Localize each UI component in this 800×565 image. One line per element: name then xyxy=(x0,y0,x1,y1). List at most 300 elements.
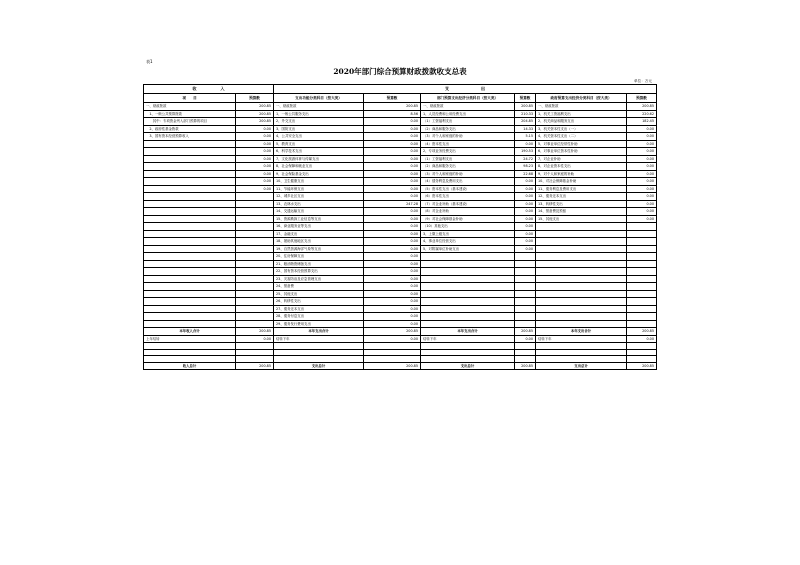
func-amount: 0.00 xyxy=(364,193,421,201)
func-amount: 0.00 xyxy=(364,245,421,253)
gov-econ-amount: 0.00 xyxy=(627,140,657,148)
gov-econ-item: 8、对企业资本性支出 xyxy=(536,163,627,171)
func-amount: 8.56 xyxy=(364,110,421,118)
income-item: 3、国有资本经营预算收入 xyxy=(144,133,236,141)
gov-econ-amount xyxy=(627,238,657,246)
income-item: 一、财政拨款 xyxy=(144,103,236,111)
func-item: 20、住房保障支出 xyxy=(274,253,364,261)
dept-econ-item xyxy=(421,313,515,321)
carryover-in-value: 0.00 xyxy=(236,335,274,343)
func-amount: 0.00 xyxy=(364,290,421,298)
func-amount: 0.00 xyxy=(364,320,421,328)
table-row xyxy=(144,148,657,156)
income-total-label: 本年收入合计 xyxy=(144,328,236,336)
func-item: 21、粮油物资储备支出 xyxy=(274,260,364,268)
func-item: 3、国防支出 xyxy=(274,125,364,133)
func-item: 一、财政拨款 xyxy=(274,103,364,111)
gov-econ-item: 9、对个人和家庭的补助 xyxy=(536,170,627,178)
income-amount xyxy=(236,260,274,268)
header-row-1 xyxy=(144,85,657,94)
gov-econ-item: 5、对事业单位经常性补助 xyxy=(536,140,627,148)
income-item xyxy=(144,238,236,246)
income-amount: 0.00 xyxy=(236,140,274,148)
dept-econ-item xyxy=(421,290,515,298)
dept-econ-amount: 0.00 xyxy=(515,185,536,193)
gov-econ-amount: 0.00 xyxy=(627,155,657,163)
gov-econ-item: 12、债务还本支出 xyxy=(536,193,627,201)
dept-econ-header: 部门预算支出经济分类科目（按大类） xyxy=(421,94,515,103)
dept-econ-item: 一、财政拨款 xyxy=(421,103,515,111)
dept-econ-item: （10）其他支出 xyxy=(421,223,515,231)
dept-econ-amount: 0.00 xyxy=(515,230,536,238)
func-amount: 0.00 xyxy=(364,140,421,148)
func-item: 13、农林水支出 xyxy=(274,200,364,208)
income-item xyxy=(144,178,236,186)
income-amount xyxy=(236,305,274,313)
dept-econ-amount: 210.33 xyxy=(515,110,536,118)
income-item xyxy=(144,215,236,223)
page-title: 2020年部门综合预算财政拨款收支总表 xyxy=(333,67,467,76)
dept-econ-item: （8）对企业补助 xyxy=(421,208,515,216)
income-item xyxy=(144,290,236,298)
func-item: 5、教育支出 xyxy=(274,140,364,148)
dept-econ-amount: 0.00 xyxy=(515,208,536,216)
grand-income-value: 200.85 xyxy=(236,362,274,370)
gov-econ-item xyxy=(536,260,627,268)
income-item xyxy=(144,320,236,328)
gov-econ-amount xyxy=(627,298,657,306)
item-header: 项 目 xyxy=(144,94,236,103)
func-item: 10、卫生健康支出 xyxy=(274,178,364,186)
func-amount: 0.00 xyxy=(364,118,421,126)
gov-econ-amount: 0.00 xyxy=(627,215,657,223)
dept-econ-amount: 22.68 xyxy=(515,170,536,178)
gov-econ-amount: 0.00 xyxy=(627,170,657,178)
func-amount: 0.00 xyxy=(364,148,421,156)
func-item: 25、其他支出 xyxy=(274,290,364,298)
grand-expense-label: 支出总计 xyxy=(421,362,515,370)
dept-econ-item: （1）工资福利支出 xyxy=(421,155,515,163)
carryover-out-value: 0.00 xyxy=(515,335,536,343)
gov-econ-item xyxy=(536,320,627,328)
dept-econ-amount: 98.23 xyxy=(515,163,536,171)
dept-econ-amount: 14.33 xyxy=(515,125,536,133)
annual-total-row xyxy=(144,328,657,336)
carryover-out-label: 结转下年 xyxy=(274,335,364,343)
income-amount: 0.00 xyxy=(236,155,274,163)
table-row xyxy=(144,320,657,328)
grand-expense-value: 200.85 xyxy=(627,362,657,370)
gov-econ-item: 一、财政拨款 xyxy=(536,103,627,111)
income-amount xyxy=(236,238,274,246)
func-amount: 0.00 xyxy=(364,215,421,223)
income-total-value: 200.85 xyxy=(236,328,274,336)
dept-econ-item: （3）对个人和家庭的补助 xyxy=(421,133,515,141)
table-row xyxy=(144,268,657,276)
gov-econ-amount: 0.00 xyxy=(627,185,657,193)
carryover-out-value: 0.00 xyxy=(627,335,657,343)
func-item: 27、债务还本支出 xyxy=(274,305,364,313)
dept-econ-amount: 190.53 xyxy=(515,148,536,156)
func-amount: 0.00 xyxy=(364,185,421,193)
dept-econ-item: （9）对社会保障基金补助 xyxy=(421,215,515,223)
dept-econ-amount xyxy=(515,290,536,298)
expense-total-value: 200.85 xyxy=(627,328,657,336)
dept-econ-item: 5、对附属单位补助支出 xyxy=(421,245,515,253)
income-amount xyxy=(236,290,274,298)
gov-econ-item: 3、机关资本性支出（一） xyxy=(536,125,627,133)
gov-econ-amount: 200.85 xyxy=(627,103,657,111)
income-amount: 0.00 xyxy=(236,185,274,193)
dept-econ-amount: 0.00 xyxy=(515,238,536,246)
income-amount xyxy=(236,223,274,231)
income-amount: 0.00 xyxy=(236,163,274,171)
dept-econ-item: 1、人员经费和公用经费支出 xyxy=(421,110,515,118)
gov-econ-item: 15、其他支出 xyxy=(536,215,627,223)
dept-econ-amount xyxy=(515,260,536,268)
header-row-2 xyxy=(144,94,657,103)
budget-header: 预算数 xyxy=(627,94,657,103)
dept-econ-amount xyxy=(515,253,536,261)
func-item: 7、文化旅游体育与传媒支出 xyxy=(274,155,364,163)
func-item: 29、债务发行费用支出 xyxy=(274,320,364,328)
func-item: 16、商业服务业等支出 xyxy=(274,223,364,231)
func-item: 24、预备费 xyxy=(274,283,364,291)
dept-econ-item: （4）资本性支出 xyxy=(421,140,515,148)
income-amount: 0.00 xyxy=(236,178,274,186)
dept-econ-item: （2）商品和服务支出 xyxy=(421,163,515,171)
dept-econ-item xyxy=(421,253,515,261)
func-amount: 0.00 xyxy=(364,230,421,238)
table-row xyxy=(144,283,657,291)
func-item: 14、交通运输支出 xyxy=(274,208,364,216)
func-amount: 0.00 xyxy=(364,238,421,246)
income-item xyxy=(144,275,236,283)
income-amount xyxy=(236,193,274,201)
grand-expense-value: 200.85 xyxy=(364,362,421,370)
dept-econ-amount: 204.85 xyxy=(515,118,536,126)
income-item xyxy=(144,200,236,208)
dept-econ-amount xyxy=(515,313,536,321)
gov-econ-item xyxy=(536,253,627,261)
table-row xyxy=(144,103,657,111)
table-row xyxy=(144,185,657,193)
income-amount xyxy=(236,245,274,253)
func-amount: 0.00 xyxy=(364,283,421,291)
gov-econ-item xyxy=(536,238,627,246)
func-amount: 0.00 xyxy=(364,253,421,261)
dept-econ-amount: 0.00 xyxy=(515,223,536,231)
gov-econ-amount xyxy=(627,313,657,321)
gov-econ-amount xyxy=(627,290,657,298)
gov-econ-amount xyxy=(627,260,657,268)
expense-total-label: 本年支出合计 xyxy=(421,328,515,336)
dept-econ-amount xyxy=(515,320,536,328)
dept-econ-item xyxy=(421,260,515,268)
func-item: 17、金融支出 xyxy=(274,230,364,238)
dept-econ-amount xyxy=(515,268,536,276)
grand-income-label: 收入总计 xyxy=(144,362,236,370)
income-item xyxy=(144,148,236,156)
dept-econ-item: 2、专项业务经费支出 xyxy=(421,148,515,156)
grand-expense-value: 200.85 xyxy=(515,362,536,370)
gov-econ-amount xyxy=(627,275,657,283)
gov-econ-item: 1、机关工资福利支出 xyxy=(536,110,627,118)
func-amount: 200.85 xyxy=(364,103,421,111)
income-amount: 0.00 xyxy=(236,133,274,141)
dept-econ-amount xyxy=(515,298,536,306)
gov-econ-amount: 220.62 xyxy=(627,110,657,118)
table-row xyxy=(144,163,657,171)
income-amount: 200.85 xyxy=(236,110,274,118)
func-item: 2、外交支出 xyxy=(274,118,364,126)
gov-econ-amount xyxy=(627,245,657,253)
income-amount xyxy=(236,208,274,216)
income-item: 其中：专项资金列入部门预算的项目 xyxy=(144,118,236,126)
gov-econ-amount: 0.00 xyxy=(627,125,657,133)
func-item: 6、科学技术支出 xyxy=(274,148,364,156)
func-amount: 0.00 xyxy=(364,163,421,171)
income-amount xyxy=(236,283,274,291)
gov-econ-amount: 0.00 xyxy=(627,163,657,171)
carryover-in-label: 上年结转 xyxy=(144,335,236,343)
gov-econ-item xyxy=(536,283,627,291)
dept-econ-item xyxy=(421,305,515,313)
gov-econ-amount xyxy=(627,283,657,291)
table-row xyxy=(144,313,657,321)
dept-econ-item xyxy=(421,320,515,328)
func-amount: 0.00 xyxy=(364,170,421,178)
table-row xyxy=(144,200,657,208)
expense-total-label: 本年支出合计 xyxy=(536,328,627,336)
table-row xyxy=(144,140,657,148)
table-row xyxy=(144,253,657,261)
grand-expense-label: 支出总计 xyxy=(536,362,627,370)
dept-econ-item xyxy=(421,268,515,276)
gov-econ-item xyxy=(536,305,627,313)
func-amount: 0.00 xyxy=(364,223,421,231)
income-item xyxy=(144,283,236,291)
gov-econ-item: 13、转移性支出 xyxy=(536,200,627,208)
func-item: 12、城乡社区支出 xyxy=(274,193,364,201)
dept-econ-item: 3、上缴上级支出 xyxy=(421,230,515,238)
carryover-out-value: 0.00 xyxy=(364,335,421,343)
dept-econ-item xyxy=(421,283,515,291)
income-item xyxy=(144,245,236,253)
income-item xyxy=(144,230,236,238)
table-row xyxy=(144,125,657,133)
gov-econ-item: 2、机关商品和服务支出 xyxy=(536,118,627,126)
income-amount: 0.00 xyxy=(236,148,274,156)
income-amount xyxy=(236,230,274,238)
dept-econ-amount xyxy=(515,305,536,313)
func-amount: 0.00 xyxy=(364,178,421,186)
income-amount: 0.00 xyxy=(236,170,274,178)
func-amount: 247.28 xyxy=(364,200,421,208)
dept-econ-amount: 0.00 xyxy=(515,200,536,208)
dept-econ-amount: 0.00 xyxy=(515,215,536,223)
table-row xyxy=(144,230,657,238)
income-amount xyxy=(236,275,274,283)
table-row xyxy=(144,178,657,186)
gov-econ-amount xyxy=(627,268,657,276)
grand-total-row xyxy=(144,362,657,370)
gov-econ-amount xyxy=(627,305,657,313)
income-item xyxy=(144,305,236,313)
income-amount xyxy=(236,200,274,208)
func-amount: 0.00 xyxy=(364,313,421,321)
gov-econ-amount: 0.00 xyxy=(627,200,657,208)
income-item xyxy=(144,185,236,193)
func-item: 1、一般公共服务支出 xyxy=(274,110,364,118)
gov-econ-amount: 0.00 xyxy=(627,178,657,186)
dept-econ-amount: 200.85 xyxy=(515,103,536,111)
income-item: 2、政府性基金拨款 xyxy=(144,125,236,133)
dept-econ-item: 4、事业单位经营支出 xyxy=(421,238,515,246)
table-row xyxy=(144,290,657,298)
income-item xyxy=(144,253,236,261)
func-amount: 0.00 xyxy=(364,268,421,276)
table-row xyxy=(144,245,657,253)
gov-econ-item xyxy=(536,290,627,298)
dept-econ-item: （1）工资福利支出 xyxy=(421,118,515,126)
table-row xyxy=(144,133,657,141)
dept-econ-amount xyxy=(515,283,536,291)
income-amount: 200.85 xyxy=(236,103,274,111)
gov-econ-amount xyxy=(627,320,657,328)
func-item: 28、债务付息支出 xyxy=(274,313,364,321)
gov-econ-item xyxy=(536,230,627,238)
income-amount xyxy=(236,268,274,276)
carryover-row xyxy=(144,335,657,343)
dept-econ-amount: 0.00 xyxy=(515,245,536,253)
gov-econ-item xyxy=(536,313,627,321)
gov-econ-amount xyxy=(627,253,657,261)
income-amount: 200.85 xyxy=(236,118,274,126)
income-item xyxy=(144,170,236,178)
income-item xyxy=(144,298,236,306)
table-row xyxy=(144,155,657,163)
income-item xyxy=(144,140,236,148)
income-amount xyxy=(236,320,274,328)
income-item: 1、一般公共预算拨款 xyxy=(144,110,236,118)
table-row xyxy=(144,110,657,118)
func-item: 15、资源勘探工业信息等支出 xyxy=(274,215,364,223)
income-item xyxy=(144,155,236,163)
func-item: 8、社会保障和就业支出 xyxy=(274,163,364,171)
dept-econ-item: （6）资本性支出 xyxy=(421,193,515,201)
gov-econ-item: 11、债务利息及费用支出 xyxy=(536,185,627,193)
dept-econ-amount: 0.00 xyxy=(515,178,536,186)
income-amount xyxy=(236,298,274,306)
budget-table xyxy=(143,84,657,370)
expense-total-label: 本年支出合计 xyxy=(274,328,364,336)
func-amount: 0.00 xyxy=(364,133,421,141)
income-item xyxy=(144,193,236,201)
income-amount xyxy=(236,313,274,321)
gov-econ-item: 4、机关资本性支出（二） xyxy=(536,133,627,141)
dept-econ-item: （4）债务利息及费用支出 xyxy=(421,178,515,186)
func-amount: 0.00 xyxy=(364,305,421,313)
unit-label: 单位：万元 xyxy=(634,79,652,83)
carryover-out-label: 结转下年 xyxy=(536,335,627,343)
gov-econ-amount: 0.00 xyxy=(627,208,657,216)
func-amount: 0.00 xyxy=(364,125,421,133)
func-amount: 0.00 xyxy=(364,275,421,283)
dept-econ-item xyxy=(421,275,515,283)
func-item: 4、公共安全支出 xyxy=(274,133,364,141)
func-amount: 0.00 xyxy=(364,260,421,268)
dept-econ-amount: 0.00 xyxy=(515,140,536,148)
table-body xyxy=(144,85,657,328)
gov-econ-item xyxy=(536,268,627,276)
income-item xyxy=(144,163,236,171)
func-item: 19、自然资源海洋气象等支出 xyxy=(274,245,364,253)
table-row xyxy=(144,170,657,178)
dept-econ-item: （2）商品和服务支出 xyxy=(421,125,515,133)
table-row xyxy=(144,238,657,246)
income-item xyxy=(144,208,236,216)
dept-econ-amount xyxy=(515,275,536,283)
income-item xyxy=(144,223,236,231)
func-amount: 0.00 xyxy=(364,208,421,216)
gov-econ-item xyxy=(536,245,627,253)
func-item: 11、节能环保支出 xyxy=(274,185,364,193)
table-row xyxy=(144,223,657,231)
func-item: 23、灾害防治及应急管理支出 xyxy=(274,275,364,283)
expense-header: 支 出 xyxy=(274,85,657,94)
gov-econ-item: 6、对事业单位资本性补助 xyxy=(536,148,627,156)
gov-econ-item: 14、预备费及预留 xyxy=(536,208,627,216)
income-item xyxy=(144,260,236,268)
dept-econ-item: （5）资本性支出（基本建设） xyxy=(421,185,515,193)
carryover-out-label: 结转下年 xyxy=(421,335,515,343)
gov-econ-item xyxy=(536,298,627,306)
func-class-header: 支出功能分类科目（按大类） xyxy=(274,94,364,103)
budget-header: 预算数 xyxy=(515,94,536,103)
gov-econ-amount: 0.00 xyxy=(627,193,657,201)
func-amount: 0.00 xyxy=(364,155,421,163)
dept-econ-item xyxy=(421,298,515,306)
gov-econ-amount xyxy=(627,223,657,231)
dept-econ-item: （3）对个人和家庭的补助 xyxy=(421,170,515,178)
gov-econ-item: 10、对社会保障基金补助 xyxy=(536,178,627,186)
func-item: 22、国有资本经营预算支出 xyxy=(274,268,364,276)
func-item: 26、转移性支出 xyxy=(274,298,364,306)
gov-econ-header: 政府预算支出经济分类科目（按大类） xyxy=(536,94,627,103)
expense-total-value: 200.85 xyxy=(364,328,421,336)
gov-econ-amount xyxy=(627,230,657,238)
func-item: 18、援助其他地区支出 xyxy=(274,238,364,246)
income-item xyxy=(144,313,236,321)
dept-econ-item: （7）对企业补助（基本建设） xyxy=(421,200,515,208)
expense-total-value: 200.85 xyxy=(515,328,536,336)
gov-econ-amount: 0.00 xyxy=(627,148,657,156)
income-amount xyxy=(236,215,274,223)
table-row xyxy=(144,193,657,201)
totals-body xyxy=(144,328,657,370)
table-label: 表1 xyxy=(146,59,153,64)
func-amount: 0.00 xyxy=(364,298,421,306)
gov-econ-item: 7、对企业补助 xyxy=(536,155,627,163)
dept-econ-amount: 0.00 xyxy=(515,193,536,201)
func-item: 9、社会保险基金支出 xyxy=(274,170,364,178)
dept-econ-amount: 24.72 xyxy=(515,155,536,163)
income-amount: 0.00 xyxy=(236,125,274,133)
gov-econ-item xyxy=(536,275,627,283)
table-row xyxy=(144,260,657,268)
income-item xyxy=(144,268,236,276)
